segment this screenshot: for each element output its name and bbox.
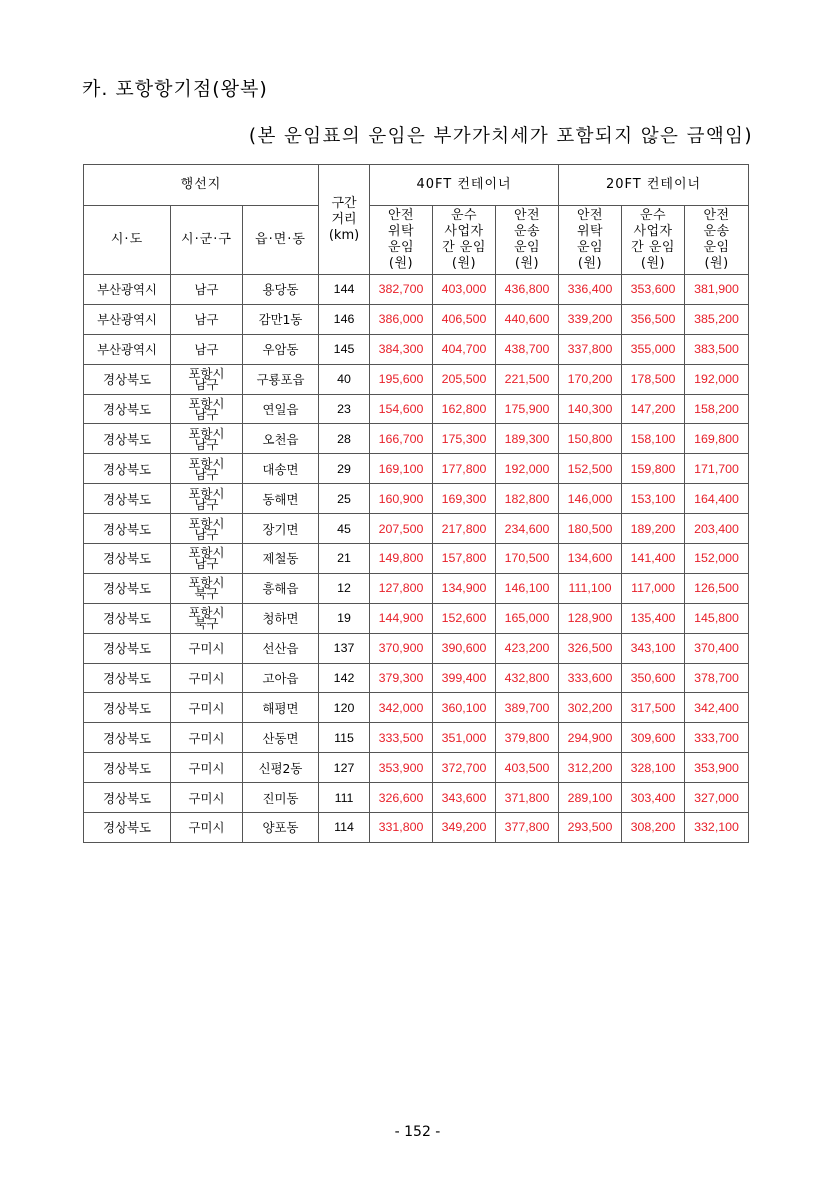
distance-cell: 145 xyxy=(319,334,370,364)
rate-cell: 370,400 xyxy=(685,633,749,663)
table-row xyxy=(84,813,749,843)
rate-cell: 149,800 xyxy=(370,544,433,574)
table-row xyxy=(84,783,749,813)
distance-cell: 114 xyxy=(319,813,370,843)
rate-cell: 370,900 xyxy=(370,633,433,663)
distance-cell: 111 xyxy=(319,783,370,813)
rate-cell: 351,000 xyxy=(433,723,496,753)
rate-cell: 152,500 xyxy=(559,454,622,484)
rate-cell: 165,000 xyxy=(496,603,559,633)
sigungu-cell xyxy=(171,783,243,813)
sigungu-line: 포항시 xyxy=(188,545,225,561)
rate-col-header-line: 운임 xyxy=(387,240,415,255)
rate-col-header-line: 안전 xyxy=(387,208,415,223)
rate-cell: 309,600 xyxy=(622,723,685,753)
rate-cell: 379,300 xyxy=(370,663,433,693)
rate-col-header xyxy=(433,206,496,275)
rate-cell: 377,800 xyxy=(496,813,559,843)
table-row xyxy=(84,364,749,394)
rate-cell: 378,700 xyxy=(685,663,749,693)
rate-cell: 403,000 xyxy=(433,275,496,305)
rate-col-header-line: 안전 xyxy=(703,208,730,223)
sigungu-line: 남구 xyxy=(194,377,219,393)
sigungu-cell xyxy=(171,663,243,693)
rate-cell: 171,700 xyxy=(685,454,749,484)
rate-cell: 326,600 xyxy=(370,783,433,813)
rate-cell: 337,800 xyxy=(559,334,622,364)
ft40-header: 40FT 컨테이너 xyxy=(370,165,559,206)
rate-cell: 404,700 xyxy=(433,334,496,364)
sigungu-header: 시·군·구 xyxy=(171,206,243,275)
sido-cell: 경상북도 xyxy=(84,663,171,693)
rate-cell: 328,100 xyxy=(622,753,685,783)
sigungu-line: 포항시 xyxy=(188,605,225,621)
sido-cell: 경상북도 xyxy=(84,603,171,633)
sido-cell: 경상북도 xyxy=(84,514,171,544)
sigungu-cell xyxy=(171,304,243,334)
rate-col-header-line: (원) xyxy=(388,256,414,271)
distance-cell: 40 xyxy=(319,364,370,394)
sigungu-cell xyxy=(171,544,243,574)
sigungu-cell xyxy=(171,693,243,723)
dong-cell: 신평2동 xyxy=(243,753,319,783)
sigungu-line: 포항시 xyxy=(188,366,225,382)
rate-cell: 342,000 xyxy=(370,693,433,723)
table-row xyxy=(84,484,749,514)
rate-col-header-line: 운임 xyxy=(576,240,604,255)
rate-cell: 160,900 xyxy=(370,484,433,514)
sigungu-line: 남구 xyxy=(194,282,219,298)
dong-cell: 제철동 xyxy=(243,544,319,574)
rate-cell: 177,800 xyxy=(433,454,496,484)
sido-cell: 부산광역시 xyxy=(84,304,171,334)
rate-col-header-line: 위탁 xyxy=(387,224,415,239)
rate-cell: 436,800 xyxy=(496,275,559,305)
distance-cell: 12 xyxy=(319,573,370,603)
sigungu-line: 포항시 xyxy=(188,455,225,471)
rate-cell: 158,100 xyxy=(622,424,685,454)
rate-col-header-line: 사업자 xyxy=(444,224,484,239)
distance-header xyxy=(319,165,370,275)
dong-cell: 동해면 xyxy=(243,484,319,514)
table-row xyxy=(84,544,749,574)
rate-cell: 178,500 xyxy=(622,364,685,394)
rate-cell: 381,900 xyxy=(685,275,749,305)
sigungu-line: 북구 xyxy=(194,586,219,602)
rate-cell: 371,800 xyxy=(496,783,559,813)
rate-cell: 127,800 xyxy=(370,573,433,603)
distance-cell: 115 xyxy=(319,723,370,753)
table-row xyxy=(84,334,749,364)
rate-col-header xyxy=(370,206,433,275)
rate-cell: 146,000 xyxy=(559,484,622,514)
table-row xyxy=(84,275,749,305)
dong-cell: 양포동 xyxy=(243,813,319,843)
sigungu-line: 구미시 xyxy=(188,700,225,716)
eupmyeondong-header: 읍·면·동 xyxy=(243,206,319,275)
rate-cell: 406,500 xyxy=(433,304,496,334)
rate-cell: 331,800 xyxy=(370,813,433,843)
sigungu-line: 남구 xyxy=(194,342,219,358)
rate-cell: 159,800 xyxy=(622,454,685,484)
sigungu-line: 남구 xyxy=(194,436,219,452)
sigungu-cell xyxy=(171,633,243,663)
sido-cell: 경상북도 xyxy=(84,454,171,484)
rate-cell: 333,600 xyxy=(559,663,622,693)
distance-cell: 19 xyxy=(319,603,370,633)
rate-col-header-line: 안전 xyxy=(513,208,541,223)
rate-cell: 289,100 xyxy=(559,783,622,813)
dong-cell: 우암동 xyxy=(243,334,319,364)
distance-cell: 21 xyxy=(319,544,370,574)
rate-cell: 312,200 xyxy=(559,753,622,783)
dong-cell: 해평면 xyxy=(243,693,319,723)
rate-col-header-line: 간 운임 xyxy=(442,240,486,255)
rate-cell: 432,800 xyxy=(496,663,559,693)
sido-cell: 경상북도 xyxy=(84,813,171,843)
rate-col-header-line: (원) xyxy=(640,256,666,271)
ft20-header: 20FT 컨테이너 xyxy=(559,165,749,206)
rate-cell: 150,800 xyxy=(559,424,622,454)
rate-cell: 327,000 xyxy=(685,783,749,813)
rate-col-header xyxy=(559,206,622,275)
sigungu-cell xyxy=(171,364,243,394)
dong-cell: 구룡포읍 xyxy=(243,364,319,394)
rate-cell: 145,800 xyxy=(685,603,749,633)
rate-cell: 308,200 xyxy=(622,813,685,843)
rate-cell: 294,900 xyxy=(559,723,622,753)
table-row xyxy=(84,663,749,693)
sigungu-line: 포항시 xyxy=(188,485,225,501)
rate-cell: 153,100 xyxy=(622,484,685,514)
rate-col-header-line: (원) xyxy=(577,256,603,271)
distance-cell: 28 xyxy=(319,424,370,454)
rate-cell: 379,800 xyxy=(496,723,559,753)
sigungu-line: 구미시 xyxy=(188,760,225,776)
rate-cell: 134,600 xyxy=(559,544,622,574)
table-row xyxy=(84,633,749,663)
rate-cell: 175,300 xyxy=(433,424,496,454)
sigungu-cell xyxy=(171,723,243,753)
table-row xyxy=(84,693,749,723)
rate-cell: 205,500 xyxy=(433,364,496,394)
table-row xyxy=(84,304,749,334)
rate-col-header-line: 안전 xyxy=(576,208,604,223)
rate-cell: 385,200 xyxy=(685,304,749,334)
rate-col-header-line: (원) xyxy=(514,256,540,271)
sigungu-line: 구미시 xyxy=(188,641,225,657)
rate-cell: 135,400 xyxy=(622,603,685,633)
dong-cell: 연일읍 xyxy=(243,394,319,424)
sigungu-line: 구미시 xyxy=(188,790,225,806)
sido-cell: 부산광역시 xyxy=(84,275,171,305)
rate-cell: 386,000 xyxy=(370,304,433,334)
distance-cell: 120 xyxy=(319,693,370,723)
sigungu-line: 남구 xyxy=(194,496,219,512)
table-row xyxy=(84,424,749,454)
rate-cell: 302,200 xyxy=(559,693,622,723)
rate-col-header-line: 운임 xyxy=(703,240,730,255)
section-title: 카. 포항항기점(왕복) xyxy=(82,78,268,100)
rate-col-header-line: 운수 xyxy=(639,208,667,223)
sigungu-line: 포항시 xyxy=(188,575,225,591)
rate-cell: 234,600 xyxy=(496,514,559,544)
sigungu-line: 남구 xyxy=(194,312,219,328)
rate-cell: 355,000 xyxy=(622,334,685,364)
rate-cell: 147,200 xyxy=(622,394,685,424)
rate-cell: 111,100 xyxy=(559,573,622,603)
rate-cell: 390,600 xyxy=(433,633,496,663)
rate-col-header xyxy=(685,206,749,275)
sido-cell: 경상북도 xyxy=(84,723,171,753)
rate-cell: 293,500 xyxy=(559,813,622,843)
rate-cell: 203,400 xyxy=(685,514,749,544)
rate-cell: 192,000 xyxy=(496,454,559,484)
rate-cell: 353,900 xyxy=(370,753,433,783)
sigungu-cell xyxy=(171,424,243,454)
dong-cell: 장기면 xyxy=(243,514,319,544)
distance-cell: 137 xyxy=(319,633,370,663)
sido-cell: 부산광역시 xyxy=(84,334,171,364)
distance-cell: 127 xyxy=(319,753,370,783)
sigungu-cell xyxy=(171,813,243,843)
rate-cell: 175,900 xyxy=(496,394,559,424)
rate-cell: 157,800 xyxy=(433,544,496,574)
rate-col-header-line: 간 운임 xyxy=(631,240,675,255)
table-row xyxy=(84,514,749,544)
sido-cell: 경상북도 xyxy=(84,544,171,574)
rate-cell: 356,500 xyxy=(622,304,685,334)
distance-header-line: 거리 xyxy=(331,211,357,227)
rate-cell: 207,500 xyxy=(370,514,433,544)
rate-col-header xyxy=(496,206,559,275)
page-number: - 152 - xyxy=(394,1124,441,1140)
sigungu-line: 남구 xyxy=(194,556,219,572)
dong-cell: 선산읍 xyxy=(243,633,319,663)
rate-cell: 336,400 xyxy=(559,275,622,305)
sigungu-line: 포항시 xyxy=(188,425,225,441)
sigungu-line: 포항시 xyxy=(188,396,225,411)
sigungu-line: 구미시 xyxy=(188,671,225,687)
distance-cell: 144 xyxy=(319,275,370,305)
rate-cell: 333,700 xyxy=(685,723,749,753)
rate-cell: 146,100 xyxy=(496,573,559,603)
distance-cell: 142 xyxy=(319,663,370,693)
table-row xyxy=(84,753,749,783)
rate-cell: 189,300 xyxy=(496,424,559,454)
rate-cell: 152,000 xyxy=(685,544,749,574)
sigungu-line: 포항시 xyxy=(188,515,225,531)
sigungu-cell xyxy=(171,275,243,305)
sido-cell: 경상북도 xyxy=(84,424,171,454)
rate-cell: 134,900 xyxy=(433,573,496,603)
sido-header: 시·도 xyxy=(84,206,171,275)
sido-cell: 경상북도 xyxy=(84,783,171,813)
rate-cell: 303,400 xyxy=(622,783,685,813)
rate-cell: 164,400 xyxy=(685,484,749,514)
sigungu-cell xyxy=(171,514,243,544)
distance-header-line: 구간 xyxy=(331,195,357,211)
distance-cell: 25 xyxy=(319,484,370,514)
sido-cell: 경상북도 xyxy=(84,693,171,723)
rate-cell: 182,800 xyxy=(496,484,559,514)
dong-cell: 감만1동 xyxy=(243,304,319,334)
rate-cell: 170,200 xyxy=(559,364,622,394)
rate-cell: 170,500 xyxy=(496,544,559,574)
distance-cell: 146 xyxy=(319,304,370,334)
rate-cell: 384,300 xyxy=(370,334,433,364)
sigungu-cell xyxy=(171,753,243,783)
rate-cell: 117,000 xyxy=(622,573,685,603)
dong-cell: 산동면 xyxy=(243,723,319,753)
sigungu-cell xyxy=(171,394,243,424)
rate-cell: 169,100 xyxy=(370,454,433,484)
rate-col-header-line: (원) xyxy=(451,256,477,271)
table-row xyxy=(84,454,749,484)
rate-cell: 372,700 xyxy=(433,753,496,783)
rate-cell: 154,600 xyxy=(370,394,433,424)
rate-cell: 317,500 xyxy=(622,693,685,723)
rate-cell: 126,500 xyxy=(685,573,749,603)
sido-cell: 경상북도 xyxy=(84,364,171,394)
sido-cell: 경상북도 xyxy=(84,484,171,514)
rate-cell: 403,500 xyxy=(496,753,559,783)
rate-cell: 141,400 xyxy=(622,544,685,574)
rate-cell: 152,600 xyxy=(433,603,496,633)
sigungu-cell xyxy=(171,603,243,633)
sigungu-cell xyxy=(171,573,243,603)
rate-cell: 332,100 xyxy=(685,813,749,843)
rate-cell: 326,500 xyxy=(559,633,622,663)
rate-cell: 144,900 xyxy=(370,603,433,633)
rate-cell: 438,700 xyxy=(496,334,559,364)
distance-cell: 45 xyxy=(319,514,370,544)
rate-cell: 166,700 xyxy=(370,424,433,454)
rate-col-header xyxy=(622,206,685,275)
rate-col-header-line: 운수 xyxy=(450,208,478,223)
rate-cell: 195,600 xyxy=(370,364,433,394)
rate-col-header-line: 위탁 xyxy=(576,224,604,239)
freight-rate-table xyxy=(83,164,749,843)
dong-cell: 오천읍 xyxy=(243,424,319,454)
table-row xyxy=(84,394,749,424)
dong-cell: 대송면 xyxy=(243,454,319,484)
route-header: 행선지 xyxy=(84,165,319,206)
rate-cell: 343,100 xyxy=(622,633,685,663)
rate-cell: 180,500 xyxy=(559,514,622,544)
rate-cell: 342,400 xyxy=(685,693,749,723)
rate-cell: 382,700 xyxy=(370,275,433,305)
rate-cell: 128,900 xyxy=(559,603,622,633)
rate-cell: 399,400 xyxy=(433,663,496,693)
dong-cell: 청하면 xyxy=(243,603,319,633)
table-row xyxy=(84,723,749,753)
dong-cell: 고아읍 xyxy=(243,663,319,693)
rate-cell: 423,200 xyxy=(496,633,559,663)
dong-cell: 진미동 xyxy=(243,783,319,813)
rate-cell: 350,600 xyxy=(622,663,685,693)
dong-cell: 용당동 xyxy=(243,275,319,305)
rate-cell: 162,800 xyxy=(433,394,496,424)
sido-cell: 경상북도 xyxy=(84,573,171,603)
rate-col-header-line: 사업자 xyxy=(633,224,673,239)
sigungu-line: 남구 xyxy=(194,466,219,482)
sigungu-cell xyxy=(171,454,243,484)
rate-cell: 339,200 xyxy=(559,304,622,334)
rate-col-header-line: 운임 xyxy=(513,240,541,255)
rate-cell: 158,200 xyxy=(685,394,749,424)
rate-cell: 140,300 xyxy=(559,394,622,424)
rate-col-header-line: 운송 xyxy=(703,224,730,239)
rate-cell: 360,100 xyxy=(433,693,496,723)
rate-cell: 389,700 xyxy=(496,693,559,723)
sigungu-line: 북구 xyxy=(194,616,219,632)
rate-cell: 343,600 xyxy=(433,783,496,813)
rate-cell: 353,900 xyxy=(685,753,749,783)
sigungu-line: 구미시 xyxy=(188,730,225,746)
distance-cell: 23 xyxy=(319,394,370,424)
rate-cell: 333,500 xyxy=(370,723,433,753)
rate-col-header-line: (원) xyxy=(704,256,729,271)
sigungu-line: 구미시 xyxy=(188,820,225,836)
rate-cell: 169,300 xyxy=(433,484,496,514)
sigungu-cell xyxy=(171,334,243,364)
rate-cell: 192,000 xyxy=(685,364,749,394)
table-row xyxy=(84,573,749,603)
sigungu-line: 남구 xyxy=(194,407,219,422)
sigungu-cell xyxy=(171,484,243,514)
sido-cell: 경상북도 xyxy=(84,394,171,424)
distance-header-line: (km) xyxy=(328,227,360,243)
distance-cell: 29 xyxy=(319,454,370,484)
rate-cell: 440,600 xyxy=(496,304,559,334)
rate-cell: 189,200 xyxy=(622,514,685,544)
rate-cell: 353,600 xyxy=(622,275,685,305)
rate-cell: 169,800 xyxy=(685,424,749,454)
sido-cell: 경상북도 xyxy=(84,633,171,663)
sigungu-line: 남구 xyxy=(194,526,219,542)
table-row xyxy=(84,603,749,633)
sido-cell: 경상북도 xyxy=(84,753,171,783)
vat-note: (본 운임표의 운임은 부가가치세가 포함되지 않은 금액임) xyxy=(248,126,753,147)
rate-cell: 221,500 xyxy=(496,364,559,394)
rate-cell: 349,200 xyxy=(433,813,496,843)
rate-cell: 217,800 xyxy=(433,514,496,544)
rate-cell: 383,500 xyxy=(685,334,749,364)
rate-col-header-line: 운송 xyxy=(513,224,541,239)
dong-cell: 흥해읍 xyxy=(243,573,319,603)
